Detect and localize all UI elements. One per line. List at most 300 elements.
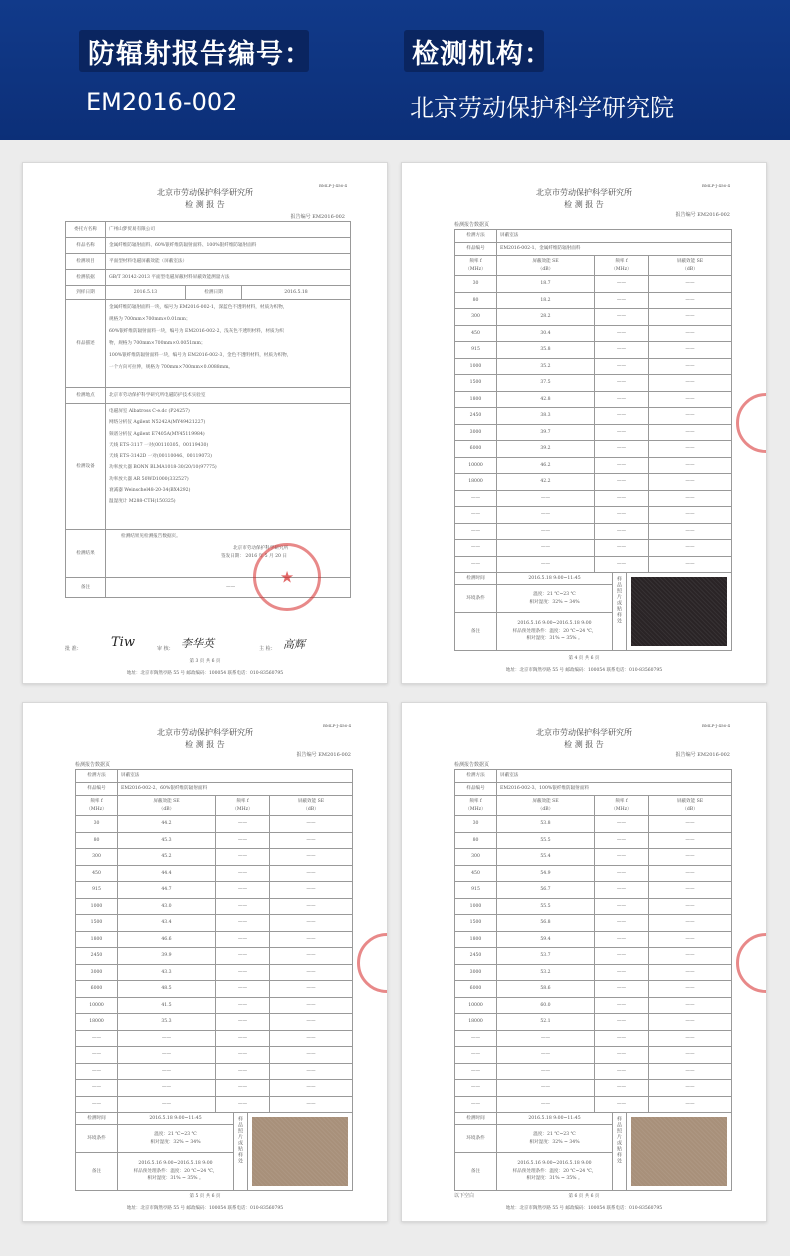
header-banner: [0, 0, 790, 140]
freq-cell-2: ——: [216, 1014, 270, 1031]
cover-row-value: 广州山梦贸易有限公司: [106, 222, 351, 238]
freq-cell: 30: [76, 816, 118, 833]
se-cell: ——: [497, 507, 595, 524]
table-row: [76, 981, 353, 998]
note-period: 2016.5.16 9:00~2016.5.18 9:00: [517, 620, 592, 626]
freq-cell-2: ——: [595, 948, 649, 965]
equipment-list: [106, 404, 351, 530]
equipment-item: 功率放大器 BONN BLMA1018-30/20/10(97775): [109, 465, 217, 471]
env-humidity: 相对湿度：32% ~ 34%: [529, 1139, 580, 1145]
form-code: BMLP-J-456-4: [701, 183, 730, 188]
desc-line: 60%银纤维防辐射面料一块，编号为 EM2016-002-2，浅灰色不透明材料，材质为织: [109, 328, 284, 334]
conditions-table: [75, 1112, 353, 1191]
se-cell-2: ——: [649, 915, 732, 932]
freq-header-label: 频率 f: [615, 259, 628, 265]
data-table: [75, 769, 353, 1113]
se-header-label: 屏蔽效能 SE: [297, 799, 325, 805]
cover-row-value: 金属纤维防辐射面料、60%银纤维防辐射面料、100%银纤维防辐射面料: [106, 238, 351, 254]
freq-cell: ——: [455, 1047, 497, 1064]
table-row: [455, 816, 732, 833]
se-cell: 39.9: [118, 948, 216, 965]
table-row: [76, 1063, 353, 1080]
desc-line: 100%银纤维防辐射面料一块，编号为 EM2016-002-3，金色不透明材料，材质为织物，: [109, 352, 292, 358]
freq-cell: 80: [76, 832, 118, 849]
se-cell-2: ——: [649, 457, 732, 474]
table-row: [455, 1014, 732, 1031]
se-cell: 56.8: [497, 915, 595, 932]
se-cell-2: ——: [649, 325, 732, 342]
report-title: 检 测 报 告: [564, 200, 604, 209]
note-value: ——: [106, 578, 351, 598]
freq-cell-2: ——: [595, 540, 649, 557]
se-cell: 44.7: [118, 882, 216, 899]
table-row: [455, 358, 732, 375]
freq-cell-2: ——: [595, 309, 649, 326]
table-row: [455, 898, 732, 915]
place-value: 北京市劳动保护科学研究所电磁防护技术实验室: [106, 388, 351, 404]
freq-cell: 3000: [76, 964, 118, 981]
fabric-sample-swatch: [631, 1117, 727, 1186]
freq-cell-2: ——: [595, 931, 649, 948]
table-row: [455, 457, 732, 474]
conditions-table: [454, 572, 732, 651]
freq-cell-2: ——: [595, 358, 649, 375]
env-value: [118, 1125, 234, 1153]
se-cell: 55.5: [497, 898, 595, 915]
freq-cell-2: ——: [595, 490, 649, 507]
se-cell-2: ——: [649, 540, 732, 557]
freq-cell-2: ——: [595, 1047, 649, 1064]
se-cell-2: ——: [270, 948, 353, 965]
report-page-cover: [22, 162, 388, 684]
se-cell: 55.5: [497, 832, 595, 849]
se-cell-2: ——: [649, 556, 732, 573]
agency-label: 检测机构：: [412, 39, 552, 70]
fabric-sample-swatch: [631, 577, 727, 646]
table-row: [76, 1096, 353, 1113]
se-cell: ——: [497, 556, 595, 573]
table-row: [76, 964, 353, 981]
se-cell-2: ——: [649, 342, 732, 359]
freq-cell-2: ——: [216, 865, 270, 882]
se-cell-2: ——: [649, 474, 732, 491]
se-header: [497, 796, 595, 816]
table-row: [455, 1030, 732, 1047]
table-row: [455, 391, 732, 408]
env-value: [497, 1125, 613, 1153]
note-period: 2016.5.16 9:00~2016.5.18 9:00: [517, 1160, 592, 1166]
method-key: 检测方法: [76, 770, 118, 783]
time-key: 检测时间: [455, 1113, 497, 1125]
freq-cell: 2450: [76, 948, 118, 965]
table-row: [76, 1047, 353, 1064]
freq-header-label: 频率 f: [236, 799, 249, 805]
freq-cell-2: ——: [595, 424, 649, 441]
table-row: [455, 523, 732, 540]
table-row: [76, 832, 353, 849]
page-number: 第 3 页 共 6 页: [189, 659, 221, 664]
env-key: 环境条件: [455, 1125, 497, 1153]
se-cell: 44.4: [118, 865, 216, 882]
freq-cell-2: ——: [595, 1096, 649, 1113]
env-temp: 温度：21 ℃~23 ℃: [533, 1131, 576, 1137]
freq-header-2: [595, 256, 649, 276]
freq-cell-2: ——: [595, 457, 649, 474]
sample-photo-label: [234, 1113, 248, 1191]
sample-photo-cell: [627, 1113, 732, 1191]
se-cell: ——: [118, 1063, 216, 1080]
se-cell: ——: [497, 540, 595, 557]
se-header-label: 屏蔽效能 SE: [532, 259, 559, 265]
se-cell-2: ——: [270, 1063, 353, 1080]
page-number: 第 5 页 共 6 页: [189, 1194, 221, 1199]
sample-key: 样品编号: [455, 243, 497, 256]
agency-value: 北京劳动保护科学研究院: [410, 94, 674, 122]
data-table: [454, 769, 732, 1113]
freq-cell-2: ——: [595, 898, 649, 915]
data-table: [454, 229, 732, 573]
se-cell: ——: [118, 1047, 216, 1064]
freq-cell: 80: [455, 832, 497, 849]
freq-cell: 10000: [455, 457, 497, 474]
freq-cell-2: ——: [595, 1030, 649, 1047]
freq-cell-2: ——: [595, 832, 649, 849]
table-row: [76, 948, 353, 965]
freq-header-label: 频率 f: [615, 799, 628, 805]
freq-cell: 30: [455, 816, 497, 833]
table-row: [455, 1063, 732, 1080]
table-row: [455, 1096, 732, 1113]
report-title: 检 测 报 告: [185, 200, 225, 209]
se-cell-2: ——: [649, 849, 732, 866]
freq-cell-2: ——: [595, 375, 649, 392]
desc-line: 规格为 700mm×700mm×0.01mm；: [109, 316, 191, 322]
se-cell: 37.5: [497, 375, 595, 392]
freq-cell: 6000: [455, 981, 497, 998]
sample-key: 样品编号: [455, 783, 497, 796]
table-row: [76, 849, 353, 866]
freq-cell-2: ——: [595, 507, 649, 524]
se-cell-2: ——: [270, 849, 353, 866]
freq-cell-2: ——: [595, 474, 649, 491]
freq-cell-2: ——: [595, 865, 649, 882]
se-cell-2: ——: [270, 964, 353, 981]
time-key: 检测时间: [76, 1113, 118, 1125]
table-row: [76, 997, 353, 1014]
freq-cell: 1500: [76, 915, 118, 932]
se-header-2: [649, 256, 732, 276]
freq-cell: 2450: [455, 948, 497, 965]
freq-header-label: 频率 f: [469, 799, 482, 805]
table-row: [455, 441, 732, 458]
se-cell: ——: [497, 523, 595, 540]
se-cell-2: ——: [270, 882, 353, 899]
result-org: 北京市劳动保护科学研究所: [233, 545, 289, 551]
table-row: [455, 948, 732, 965]
equip-key: 检测设备: [66, 404, 106, 530]
sample-photo-cell: [248, 1113, 353, 1191]
se-cell: ——: [497, 1030, 595, 1047]
equipment-item: 温湿度计 M288-CTH(150325): [109, 499, 176, 504]
freq-cell-2: ——: [595, 408, 649, 425]
report-number: 报告编号 EM2016-002: [290, 214, 345, 220]
equipment-item: 网络分析仪 Agilent N5242A(MY49421227): [109, 420, 206, 426]
freq-cell: 915: [455, 342, 497, 359]
table-row: [455, 964, 732, 981]
equipment-item: 频谱分析仪 Agilent E7405A(MY45119984): [109, 431, 205, 437]
freq-cell: ——: [76, 1096, 118, 1113]
section-title: 检测报告数据页: [454, 222, 490, 228]
report-title: 检 测 报 告: [564, 740, 604, 749]
freq-cell-2: ——: [216, 1096, 270, 1113]
freq-cell: 1500: [455, 915, 497, 932]
se-cell: 54.9: [497, 865, 595, 882]
se-header-unit: （dB）: [537, 806, 554, 812]
freq-cell-2: ——: [216, 1063, 270, 1080]
se-cell: ——: [497, 1047, 595, 1064]
freq-cell: 10000: [76, 997, 118, 1014]
freq-header: [76, 796, 118, 816]
se-cell-2: ——: [649, 424, 732, 441]
sample-photo-text: 样品照片或贴样处: [616, 576, 622, 624]
env-key: 环境条件: [455, 585, 497, 613]
freq-cell: ——: [455, 1096, 497, 1113]
note-value: [118, 1153, 234, 1191]
report-page-data-1: [401, 162, 767, 684]
official-seal: [253, 543, 321, 611]
freq-cell: ——: [76, 1047, 118, 1064]
se-cell: ——: [118, 1080, 216, 1097]
method-value: 屏蔽室法: [497, 230, 732, 243]
note-pretreat: 样品预处理条件：温度：20 ℃~24 ℃，: [133, 1168, 218, 1174]
freq-cell: 2450: [455, 408, 497, 425]
se-cell: 28.2: [497, 309, 595, 326]
freq-cell-2: ——: [595, 391, 649, 408]
page-footer: 地址：北京市陶然亭路 55 号 邮政编码：100054 联系电话：010-83560795: [505, 668, 663, 673]
se-cell-2: ——: [649, 309, 732, 326]
freq-cell: ——: [76, 1063, 118, 1080]
se-cell: 53.8: [497, 816, 595, 833]
freq-cell-2: ——: [595, 523, 649, 540]
institute-title: 北京市劳动保护科学研究所: [157, 188, 253, 197]
table-row: [76, 865, 353, 882]
cover-row-value: 平面型材料电磁屏蔽效能（屏蔽室法）: [106, 254, 351, 270]
freq-cell-2: ——: [216, 931, 270, 948]
se-cell-2: ——: [649, 391, 732, 408]
freq-cell: ——: [455, 490, 497, 507]
report-number: 报告编号 EM2016-002: [296, 752, 351, 758]
table-row: [455, 309, 732, 326]
se-cell: ——: [497, 1080, 595, 1097]
table-row: [76, 915, 353, 932]
se-cell-2: ——: [649, 507, 732, 524]
se-header-unit: （dB）: [682, 806, 698, 812]
institute-title: 北京市劳动保护科学研究所: [157, 728, 253, 737]
se-cell-2: ——: [649, 898, 732, 915]
se-cell: 18.2: [497, 292, 595, 309]
se-cell-2: ——: [649, 1030, 732, 1047]
se-cell: 48.5: [118, 981, 216, 998]
sample-key: 样品编号: [76, 783, 118, 796]
equipment-item: 衰减器 Weinschel48-20-34(BX4292): [109, 487, 191, 493]
freq-cell: ——: [76, 1030, 118, 1047]
freq-cell-2: ——: [595, 292, 649, 309]
se-header: [497, 256, 595, 276]
table-row: [455, 1080, 732, 1097]
freq-cell: ——: [455, 507, 497, 524]
conditions-table: [454, 1112, 732, 1191]
inspector-signature: 高辉: [283, 638, 305, 651]
freq-cell: 915: [455, 882, 497, 899]
test-date-value: 2016.5.18: [242, 286, 351, 300]
freq-cell-2: ——: [216, 898, 270, 915]
env-value: [497, 585, 613, 613]
sample-photo-text: 样品照片或贴样处: [616, 1116, 622, 1164]
se-cell-2: ——: [649, 1014, 732, 1031]
se-cell-2: ——: [649, 948, 732, 965]
sample-photo-label: [613, 573, 627, 651]
se-cell-2: ——: [649, 1080, 732, 1097]
table-row: [455, 832, 732, 849]
report-number-label: 防辐射报告编号：: [88, 39, 312, 70]
freq-cell: 300: [455, 309, 497, 326]
freq-header-unit: （MHz）: [611, 266, 632, 272]
se-cell: 46.2: [497, 457, 595, 474]
se-cell-2: ——: [649, 882, 732, 899]
equipment-item: 天线 ETS-3117 一对(00110305、00119430): [109, 442, 209, 448]
freq-cell: ——: [455, 540, 497, 557]
table-row: [76, 1014, 353, 1031]
freq-cell-2: ——: [216, 1030, 270, 1047]
se-cell-2: ——: [649, 276, 732, 293]
freq-cell-2: ——: [595, 981, 649, 998]
freq-cell: 80: [455, 292, 497, 309]
table-row: [76, 931, 353, 948]
se-header-unit: （dB）: [158, 806, 175, 812]
time-value: 2016.5.18 9:00~11:45: [497, 1113, 613, 1125]
freq-cell-2: ——: [216, 1047, 270, 1064]
freq-cell-2: ——: [595, 964, 649, 981]
freq-header-unit: （MHz）: [465, 806, 486, 812]
freq-header-unit: （MHz）: [611, 806, 632, 812]
method-value: 屏蔽室法: [497, 770, 732, 783]
table-row: [455, 292, 732, 309]
page-number: 第 4 页 共 6 页: [568, 656, 600, 661]
se-cell: 38.3: [497, 408, 595, 425]
end-blank: 以下空白: [454, 1193, 475, 1199]
desc-line: 金属纤维防辐射面料一块，编号为 EM2016-002-1，深蓝色不透明材料，材质为织物，: [109, 305, 288, 310]
table-row: [455, 997, 732, 1014]
table-row: [455, 325, 732, 342]
se-cell: 59.4: [497, 931, 595, 948]
freq-cell-2: ——: [595, 1014, 649, 1031]
cover-row-key: 检测项目: [66, 254, 106, 270]
freq-cell: 915: [76, 882, 118, 899]
seal-edge: [357, 933, 388, 993]
table-row: [76, 882, 353, 899]
equipment-item: 电磁屏室 Albatross C-e.dc (P24257): [109, 409, 190, 414]
freq-cell-2: ——: [595, 997, 649, 1014]
se-cell: 56.7: [497, 882, 595, 899]
se-cell: 53.7: [497, 948, 595, 965]
env-humidity: 相对湿度：32% ~ 34%: [150, 1139, 201, 1145]
sample-description: [106, 300, 351, 388]
freq-cell: 18000: [455, 474, 497, 491]
freq-cell-2: ——: [216, 1080, 270, 1097]
se-cell-2: ——: [270, 832, 353, 849]
se-header-label: 屏蔽效能 SE: [532, 799, 559, 805]
time-value: 2016.5.18 9:00~11:45: [497, 573, 613, 585]
freq-header-label: 频率 f: [90, 799, 103, 805]
time-value: 2016.5.18 9:00~11:45: [118, 1113, 234, 1125]
note-value: [497, 613, 613, 651]
freq-cell: ——: [455, 1080, 497, 1097]
freq-cell: 450: [76, 865, 118, 882]
page-number: 第 6 页 共 6 页: [568, 1194, 600, 1199]
table-row: [455, 507, 732, 524]
freq-cell: 300: [76, 849, 118, 866]
freq-header: [455, 796, 497, 816]
freq-cell-2: ——: [595, 915, 649, 932]
institute-title: 北京市劳动保护科学研究所: [536, 728, 632, 737]
se-cell-2: ——: [649, 490, 732, 507]
freq-cell: ——: [455, 1063, 497, 1080]
freq-cell: 1500: [455, 375, 497, 392]
note-key: 备注: [455, 613, 497, 651]
freq-cell-2: ——: [595, 276, 649, 293]
se-header-unit: （dB）: [303, 806, 319, 812]
freq-cell-2: ——: [595, 1080, 649, 1097]
table-row: [455, 865, 732, 882]
method-key: 检测方法: [455, 230, 497, 243]
se-cell: 35.2: [497, 358, 595, 375]
table-row: [455, 375, 732, 392]
freq-header-label: 频率 f: [469, 259, 482, 265]
se-cell: 43.3: [118, 964, 216, 981]
se-cell: 39.7: [497, 424, 595, 441]
note-pretreat: 样品预处理条件：温度：20 ℃~24 ℃，: [512, 1168, 597, 1174]
se-cell: ——: [118, 1030, 216, 1047]
page-footer: 地址：北京市陶然亭路 55 号 邮政编码：100054 联系电话：010-83560795: [126, 671, 284, 676]
se-header-unit: （dB）: [682, 266, 698, 272]
freq-cell-2: ——: [595, 882, 649, 899]
table-row: [76, 1080, 353, 1097]
note-key: 备注: [76, 1153, 118, 1191]
se-cell-2: ——: [649, 292, 732, 309]
cover-row-key: 检测依据: [66, 270, 106, 286]
freq-header-unit: （MHz）: [232, 806, 253, 812]
se-header: [118, 796, 216, 816]
se-cell-2: ——: [270, 865, 353, 882]
equipment-item: 天线 ETS-3142D 一对(00110046、00119073): [109, 454, 212, 459]
se-cell-2: ——: [649, 1096, 732, 1113]
freq-cell-2: ——: [595, 441, 649, 458]
se-cell-2: ——: [649, 358, 732, 375]
table-row: [76, 1030, 353, 1047]
cover-row-key: 样品名称: [66, 238, 106, 254]
se-cell: 42.8: [497, 391, 595, 408]
freq-cell-2: ——: [216, 948, 270, 965]
freq-header-2: [595, 796, 649, 816]
table-row: [455, 931, 732, 948]
table-row: [455, 424, 732, 441]
se-cell-2: ——: [649, 375, 732, 392]
se-cell: 43.0: [118, 898, 216, 915]
test-date-key: 检测日期: [186, 286, 242, 300]
freq-cell-2: ——: [595, 1063, 649, 1080]
freq-cell: 1800: [455, 931, 497, 948]
table-row: [455, 981, 732, 998]
